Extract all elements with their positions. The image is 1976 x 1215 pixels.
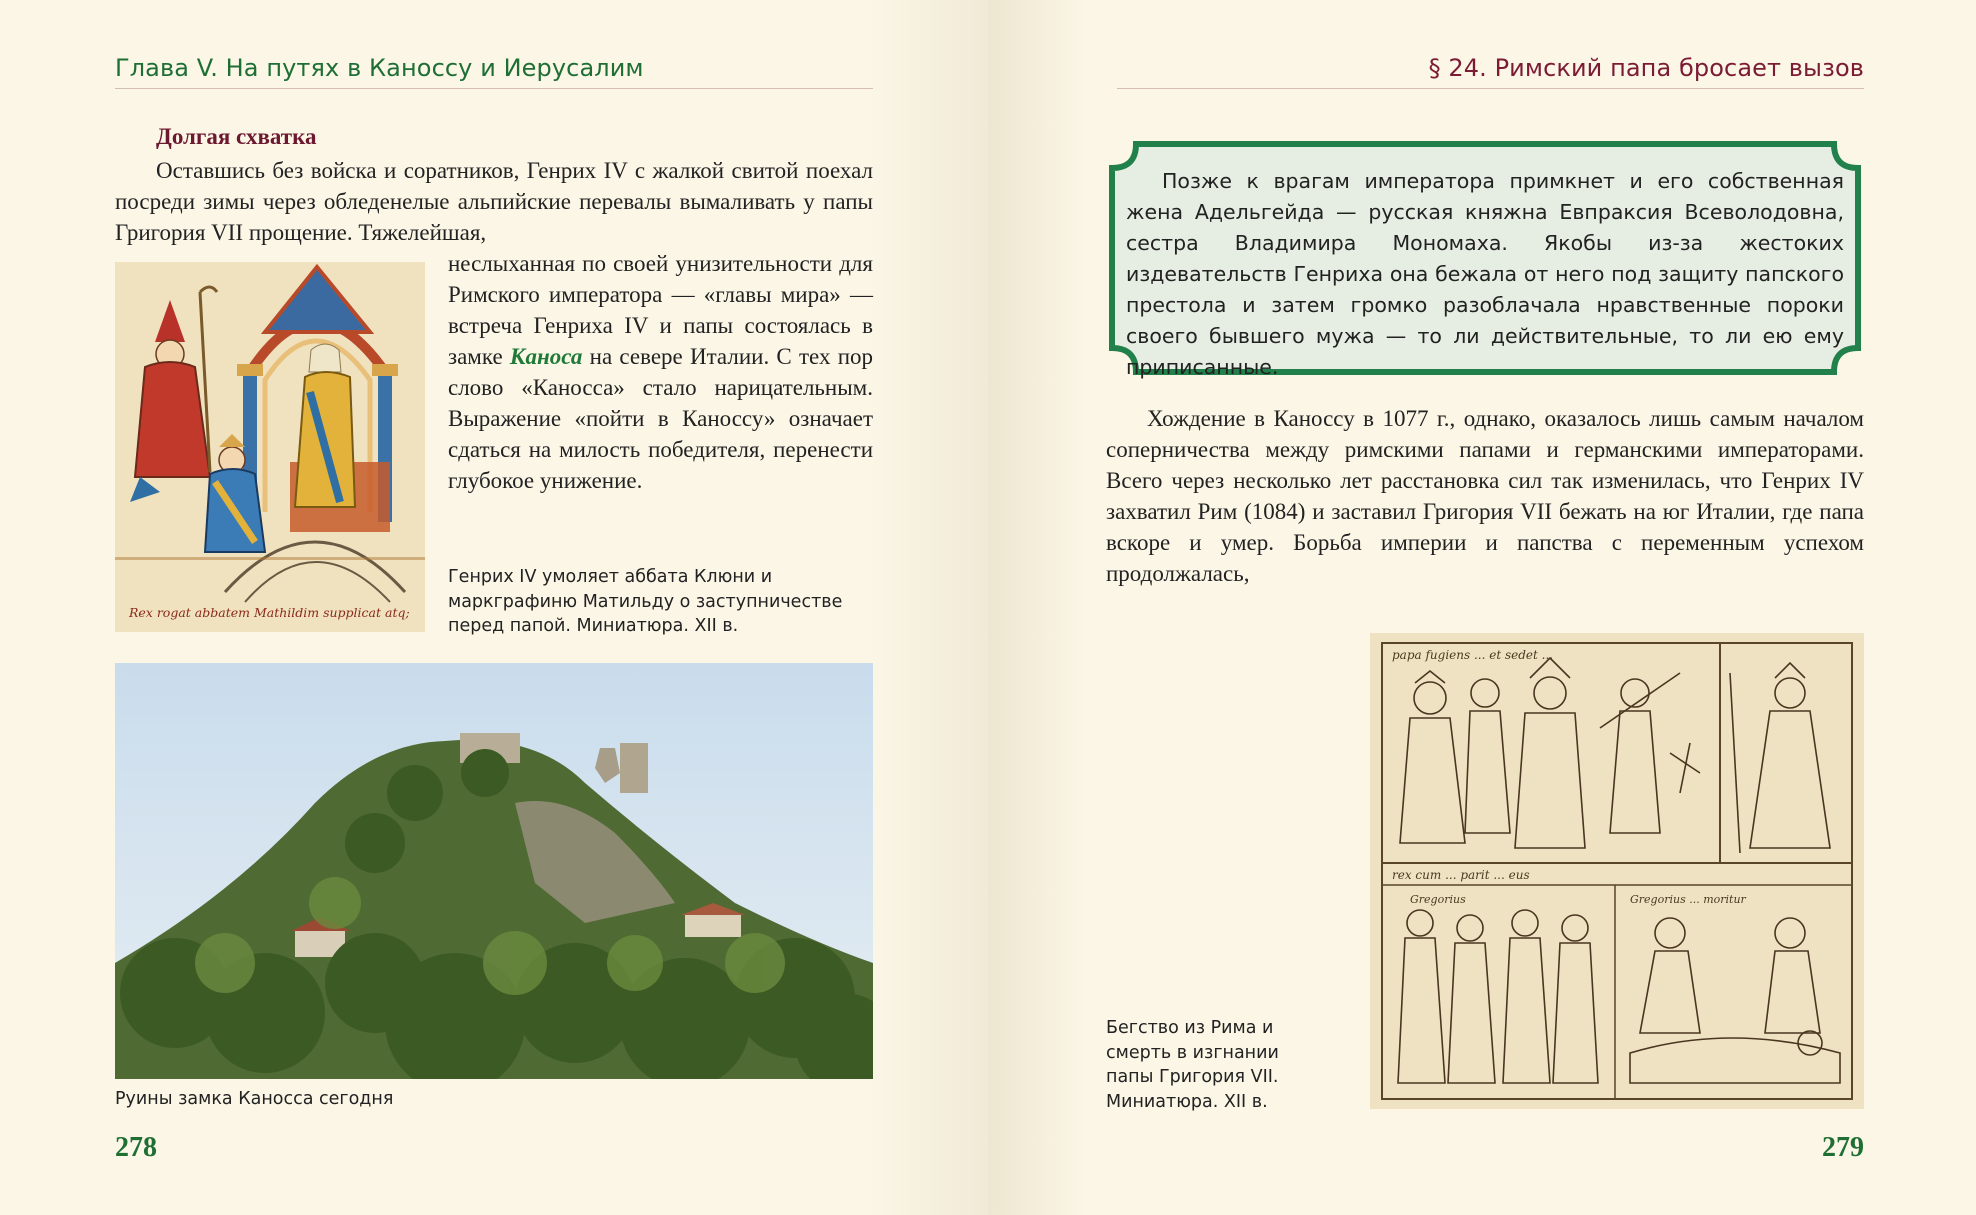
right-page-number: 279: [1822, 1132, 1864, 1163]
miniature-caption: Генрих IV умоляет аббата Клюни и маркграфиню Матильду о заступничестве перед папой. Миниатюра. XII в.: [448, 567, 843, 636]
manuscript-drawing: [1370, 633, 1864, 1109]
miniature-drawing: [115, 262, 425, 632]
canossa-photo-drawing: [115, 663, 873, 1079]
left-running-header: Глава V. На путях в Каноссу и Иерусалим: [115, 54, 873, 89]
manuscript-text-middle: rex cum ... parit ... eus: [1392, 868, 1530, 882]
manuscript-caption: Бегство из Рима и смерть в изгнании папы Григория VII. Миниатюра. XII в.: [1106, 1018, 1279, 1112]
manuscript-text-top: papa fugiens ... et sedet ...: [1392, 648, 1554, 662]
manuscript-text-lower-left: Gregorius: [1410, 893, 1466, 906]
canossa-ruins-photo: [115, 663, 873, 1079]
left-page-number: 278: [115, 1132, 157, 1163]
manuscript-text-lower-right: Gregorius ... moritur: [1630, 893, 1746, 906]
section-subheading: Долгая схватка: [156, 124, 317, 149]
henry-iv-miniature: [115, 262, 425, 632]
term-canossa: Каноса: [509, 344, 583, 369]
right-running-header: § 24. Римский папа бросает вызов: [1117, 54, 1864, 89]
left-paragraph-top: Оставшись без войска и соратников, Генрих IV с жалкой свитой поехал посреди зимы через обледенелые альпийские перевалы вымаливать у папы Григория VII прощение. Тяжелейшая,: [115, 158, 873, 245]
sidebar-note-text: Позже к врагам императора примкнет и его собственная жена Адельгейда — русская княжна Евпраксия Всеволодовна, сестра Владимира Мономаха. Якобы из-за жестоких издевательств Генриха она бежала от него под защиту папского престола и затем громко разоблачала нравственные пороки своего бывшего мужа — то ли действительные, то ли ею ему приписанные.: [1126, 169, 1844, 379]
miniature-inscription: Rex rogat abbatem Mathildim supplicat atq;: [129, 605, 410, 620]
flight-from-rome-miniature: [1370, 633, 1864, 1109]
right-paragraph: Хождение в Каноссу в 1077 г., однако, оказалось лишь самым началом соперничества между римскими папами и германскими императорами. Всего через несколько лет расстановка сил так изменилась, что Генрих IV захватил Рим (1084) и заставил Григория VII бежать на юг Италии, где папа вскоре и умер. Борьба империи и папства с переменным успехом продолжалась,: [1106, 406, 1864, 586]
photo-caption: Руины замка Каносса сегодня: [115, 1089, 394, 1109]
left-paragraph-side: неслыханная по своей унизительности для Римского императора — «главы мира» — встреча Генриха IV и папы состоялась в замке Каноса на севере Италии. С тех пор слово «Каносса» стало нарицательным. Выражение «пойти в Каноссу» означает сдаться на милость победителя, перенести глубокое унижение.: [448, 251, 874, 493]
